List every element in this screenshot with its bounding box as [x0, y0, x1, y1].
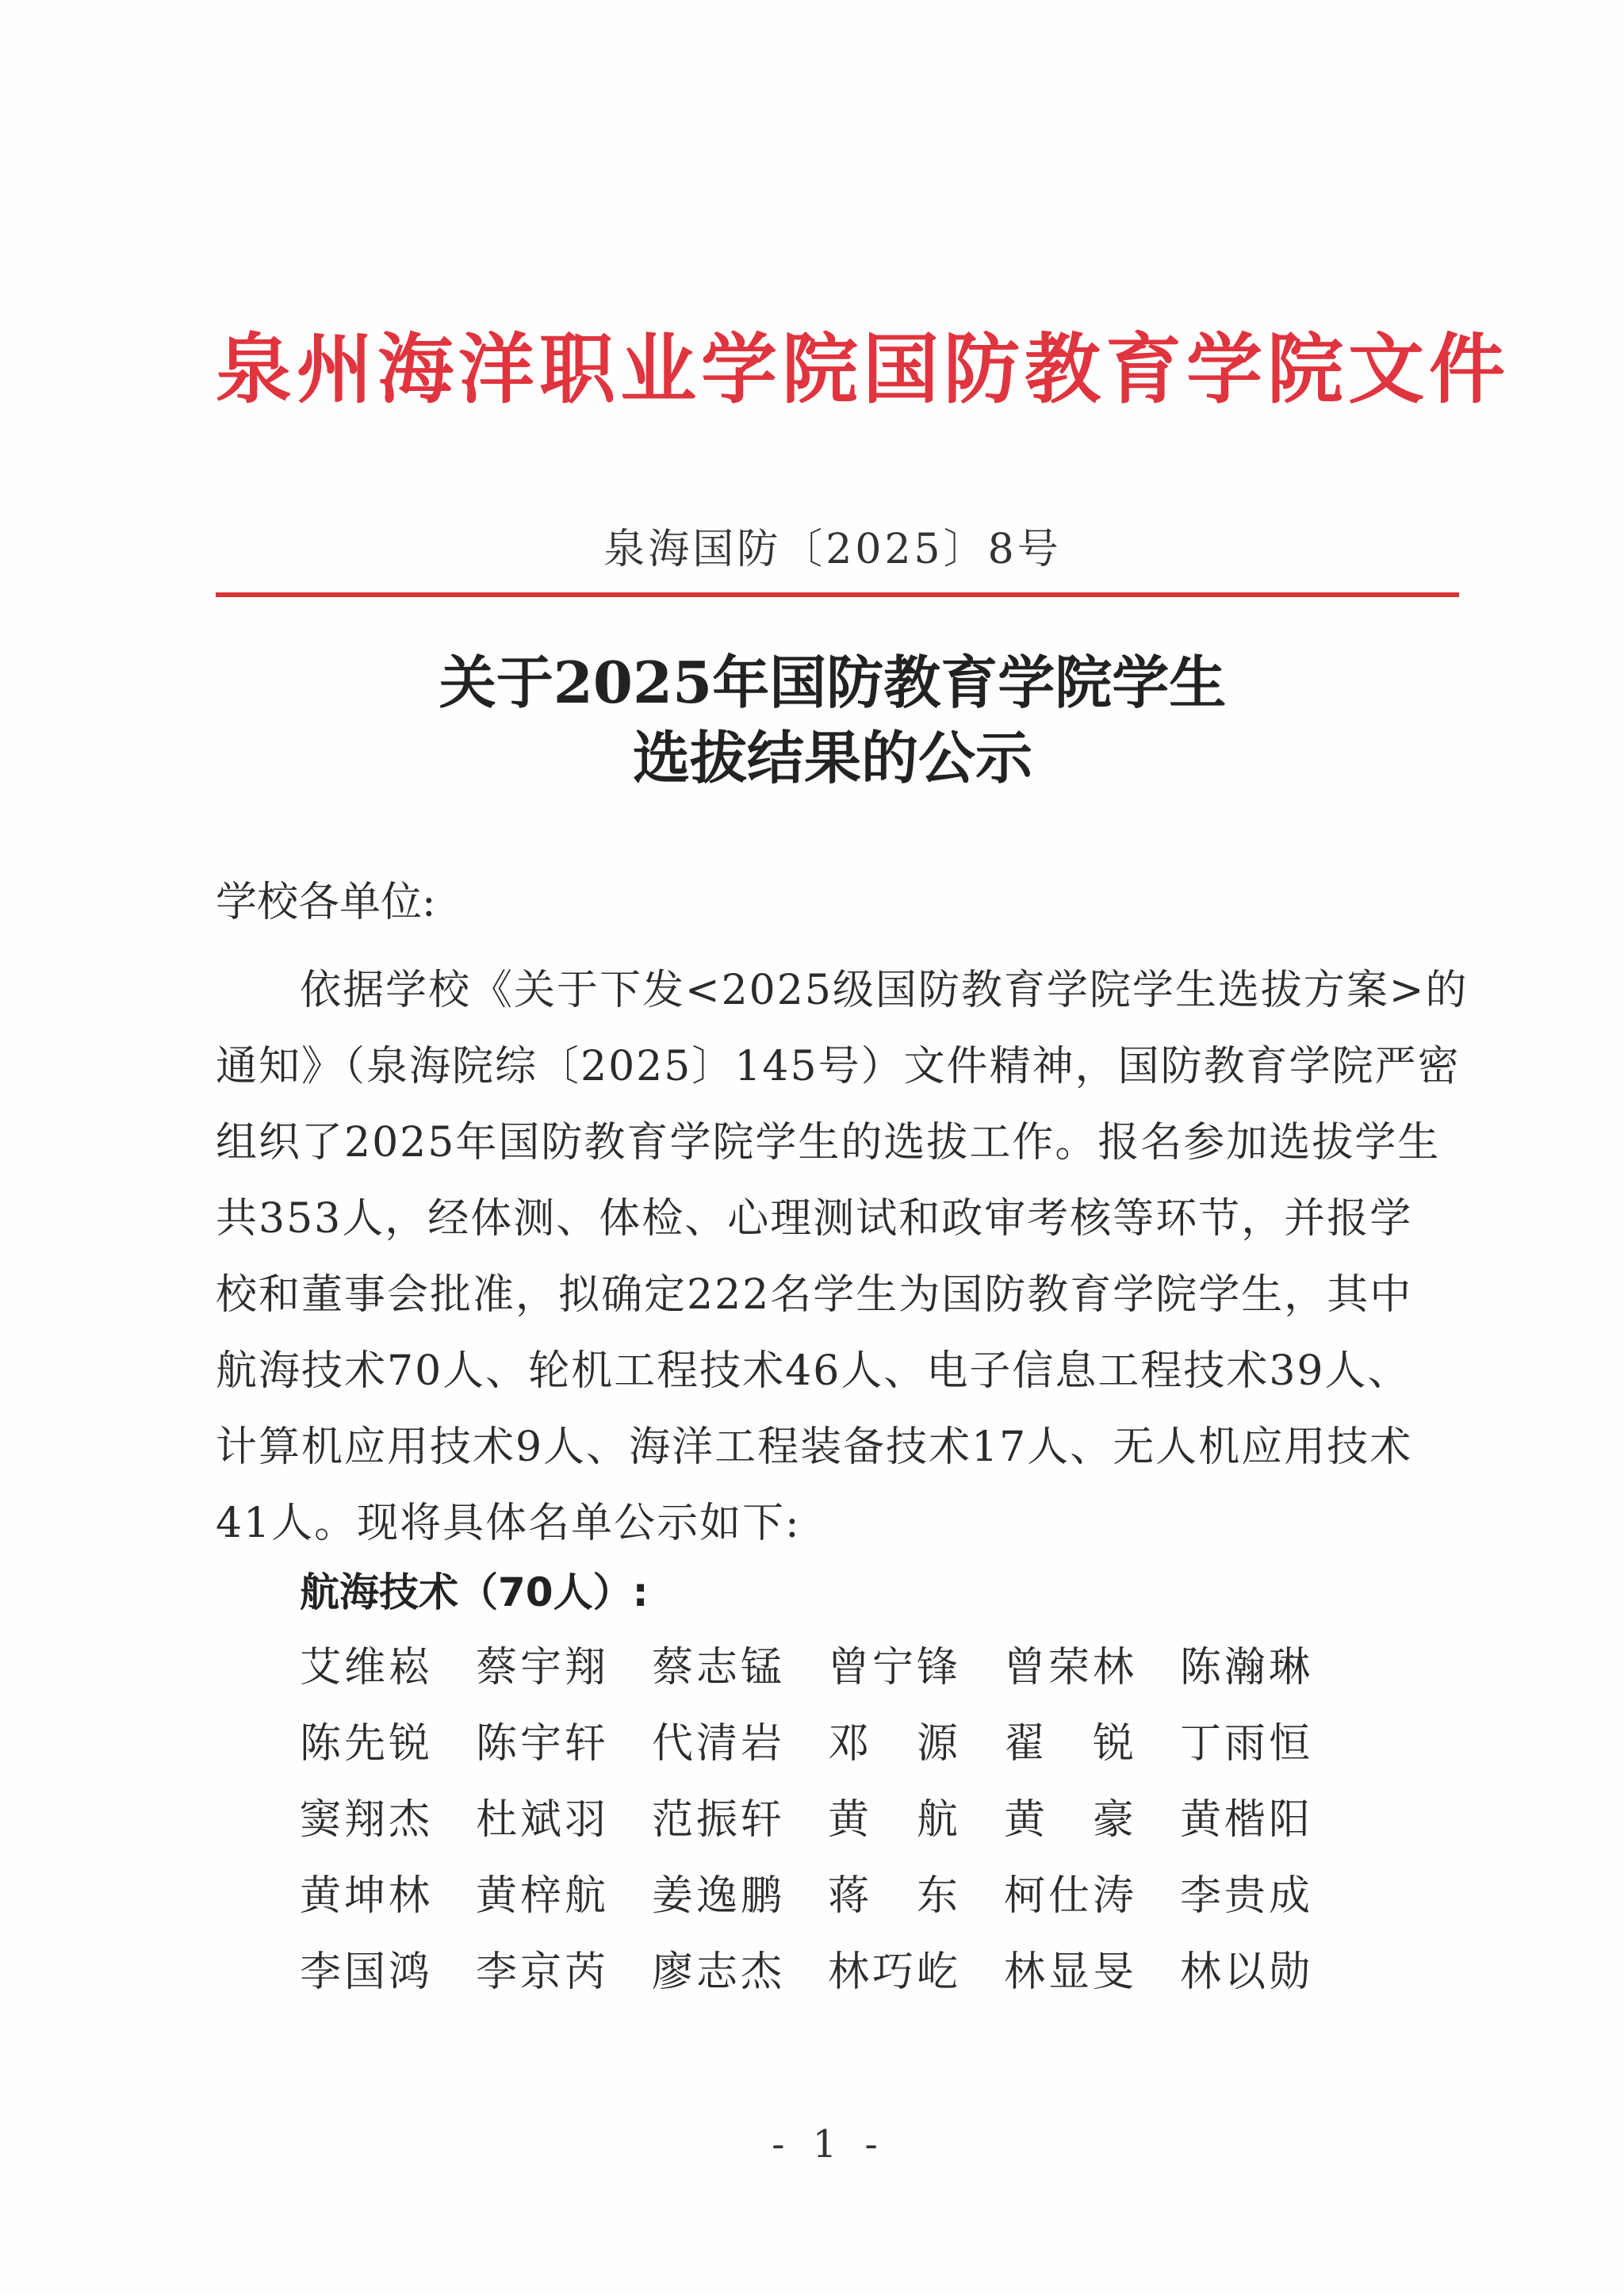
student-name: 范振轩: [652, 1796, 786, 1844]
body-line-3: 组织了2025年国防教育学院学生的选拔工作。报名参加选拔学生: [216, 1119, 1441, 1167]
body-line-6: 航海技术70人、轮机工程技术46人、电子信息工程技术39人、: [216, 1347, 1411, 1395]
student-name: 蔡志锰: [652, 1644, 786, 1692]
student-name: 蒋 东: [828, 1872, 962, 1920]
body-line-7: 计算机应用技术9人、海洋工程装备技术17人、无人机应用技术: [216, 1423, 1413, 1471]
student-name: 李贵成: [1180, 1872, 1314, 1920]
student-name: 陈宇轩: [476, 1720, 610, 1768]
notice-title-line-1: 关于2025年国防教育学院学生: [439, 649, 1227, 716]
student-name: 蔡宇翔: [476, 1644, 610, 1692]
body-line-4: 共353人，经体测、体检、心理测试和政审考核等环节，并报学: [216, 1195, 1413, 1243]
student-name: 柯仕涛: [1004, 1872, 1138, 1920]
student-name: 李国鸿: [300, 1948, 434, 1996]
page-number: - 1 -: [772, 2122, 886, 2167]
student-name: 邓 源: [828, 1720, 962, 1768]
student-name: 杜斌羽: [476, 1796, 610, 1844]
student-name: 林显旻: [1004, 1948, 1138, 1996]
document-number: 泉海国防〔2025〕8号: [603, 526, 1062, 573]
student-name: 黄楷阳: [1180, 1796, 1314, 1844]
student-name: 翟 锐: [1004, 1720, 1138, 1768]
student-name: 代清岩: [652, 1720, 786, 1768]
student-name: 姜逸鹏: [652, 1872, 786, 1920]
student-name: 艾维崧: [300, 1644, 434, 1692]
issuer-header-title: 泉州海洋职业学院国防教育学院文件: [216, 324, 1510, 414]
student-name: 曾宁锋: [828, 1644, 962, 1692]
body-line-5: 校和董事会批准，拟确定222名学生为国防教育学院学生，其中: [216, 1271, 1413, 1319]
student-name: 林巧屹: [828, 1948, 962, 1996]
student-name: 廖志杰: [652, 1948, 786, 1996]
body-line-8: 41人。现将具体名单公示如下:: [216, 1500, 801, 1547]
body-line-2: 通知》（泉海院综〔2025〕145号）文件精神，国防教育学院严密: [216, 1043, 1461, 1090]
notice-title-line-2: 选拔结果的公示: [632, 724, 1032, 791]
student-name: 陈先锐: [300, 1720, 434, 1768]
salutation: 学校各单位:: [216, 879, 436, 926]
student-name: 黄 豪: [1004, 1796, 1138, 1844]
student-name: 黄 航: [828, 1796, 962, 1844]
student-name: 窦翔杰: [300, 1796, 434, 1844]
body-line-1: 依据学校《关于下发<2025级国防教育学院学生选拔方案>的: [300, 967, 1469, 1014]
student-name: 丁雨恒: [1180, 1720, 1314, 1768]
student-name: 黄梓航: [476, 1872, 610, 1920]
section-heading-nautical: 航海技术（70人）:: [300, 1569, 649, 1615]
student-name: 陈瀚琳: [1180, 1644, 1314, 1692]
student-name: 黄坤林: [300, 1872, 434, 1920]
student-name: 林以勋: [1180, 1948, 1314, 1996]
student-name: 曾荣林: [1004, 1644, 1138, 1692]
red-divider-rule: [216, 592, 1459, 597]
student-name: 李京芮: [476, 1948, 610, 1996]
